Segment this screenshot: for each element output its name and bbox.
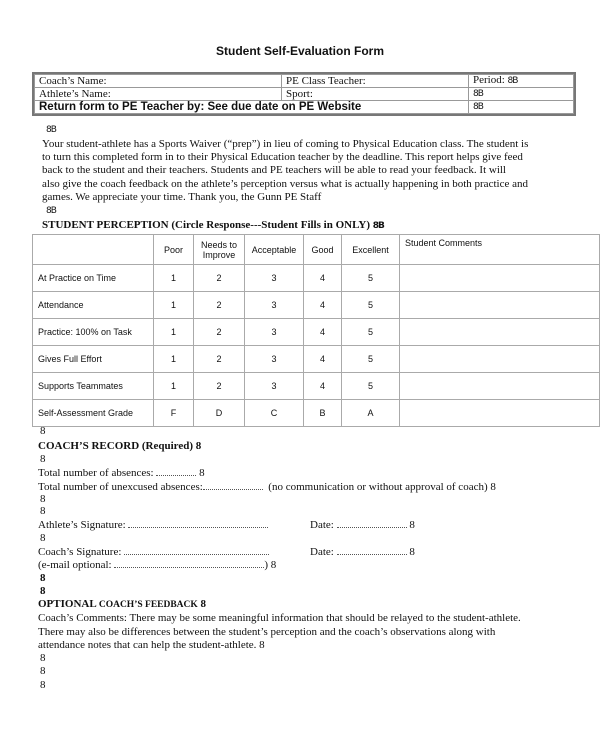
coach-record-heading: COACH’S RECORD (Required) 8 [38, 440, 202, 452]
intro-line: Your student-athlete has a Sports Waiver (“prep”) in lieu of coming to Physical Education class. The student is [42, 138, 529, 150]
comment-cell[interactable] [400, 346, 600, 373]
unexcused-input[interactable] [203, 480, 263, 490]
athlete-date-row: Date: 8 [310, 519, 415, 531]
return-note: Return form to PE Teacher by: See due date on PE Website [35, 101, 469, 114]
glyph-cell: 8B [469, 101, 574, 114]
rating-option[interactable]: 5 [342, 292, 400, 319]
rating-option[interactable]: 2 [194, 373, 245, 400]
rating-option[interactable]: 1 [154, 346, 194, 373]
coach-signature-input[interactable] [124, 545, 269, 555]
optional-heading: OPTIONAL COACH’S FEEDBACK 8 [38, 598, 207, 610]
mark: 8 [40, 425, 46, 437]
rating-option[interactable]: 5 [342, 346, 400, 373]
athlete-signature-row: Athlete’s Signature: [38, 518, 268, 531]
unexcused-row: Total number of unexcused absences: (no communication or without approval of coach) 8 [38, 481, 496, 493]
rating-option[interactable]: 1 [154, 319, 194, 346]
rating-option[interactable]: 2 [194, 346, 245, 373]
rating-option[interactable]: 2 [194, 265, 245, 292]
rating-option[interactable]: 4 [304, 319, 342, 346]
grid-header: Poor [154, 235, 194, 265]
grid-header: Acceptable [245, 235, 304, 265]
mark: 8 [40, 453, 46, 465]
table-row: Gives Full Effort 1 2 3 4 5 [33, 346, 600, 373]
optional-line: Coach’s Comments: There may be some meaningful information that should be relayed to the student-athlete. [38, 612, 521, 624]
glyph-mark: 8B [46, 125, 56, 135]
athlete-name-field[interactable]: Athlete’s Name: [35, 88, 282, 101]
intro-line: also give the coach feedback on the athlete’s perception versus what is actually happening in both practice and [42, 177, 528, 190]
athlete-signature-input[interactable] [128, 518, 268, 528]
absences-input[interactable] [156, 466, 196, 476]
rating-option[interactable]: 1 [154, 265, 194, 292]
info-box [32, 72, 576, 116]
intro-line: back to the student and their teachers. Students and PE teachers will be able to read your feedback. It will [42, 164, 506, 177]
rating-option[interactable]: 4 [304, 265, 342, 292]
grid-header: Good [304, 235, 342, 265]
grid-corner [33, 235, 154, 265]
form-title: Student Self-Evaluation Form [215, 44, 384, 58]
email-input[interactable] [114, 558, 264, 568]
table-row: Self-Assessment Grade F D C B A [33, 400, 600, 427]
athlete-date-input[interactable] [337, 518, 407, 528]
rating-option[interactable]: C [245, 400, 304, 427]
intro-line: games. We appreciate your time. Thank you, the Gunn PE Staff [42, 190, 322, 203]
rating-option[interactable]: 4 [304, 292, 342, 319]
rating-option[interactable]: 2 [194, 319, 245, 346]
email-row: (e-mail optional: ) 8 [38, 559, 277, 571]
comment-cell[interactable] [400, 319, 600, 346]
pe-teacher-field[interactable]: PE Class Teacher: [282, 75, 469, 88]
rating-option[interactable]: 5 [342, 319, 400, 346]
intro-line: to turn this completed form in to their Physical Education teacher by the deadline. This report helps give feed [42, 151, 523, 164]
rating-option[interactable]: 2 [194, 292, 245, 319]
comment-cell[interactable] [400, 265, 600, 292]
mark: 8 [40, 679, 46, 691]
grid-header: Excellent [342, 235, 400, 265]
table-row: Supports Teammates 1 2 3 4 5 [33, 373, 600, 400]
grid-header: Needs to Improve [194, 235, 245, 265]
comment-cell[interactable] [400, 292, 600, 319]
table-row: Attendance 1 2 3 4 5 [33, 292, 600, 319]
period-field[interactable]: Period: 8B [469, 75, 574, 88]
rating-option[interactable]: F [154, 400, 194, 427]
optional-line-last: attendance notes that can help the student-athlete. 8 [38, 639, 265, 651]
coach-date-input[interactable] [337, 545, 407, 555]
perception-heading: STUDENT PERCEPTION (Circle Response---Student Fills in ONLY) 8B [42, 219, 384, 231]
glyph-cell: 8B [469, 88, 574, 101]
rating-option[interactable]: 5 [342, 373, 400, 400]
mark: 8 [40, 652, 46, 664]
coach-date-row: Date: 8 [310, 546, 415, 558]
mark: 8 [40, 572, 46, 584]
table-row: At Practice on Time 1 2 3 4 5 [33, 265, 600, 292]
rating-option[interactable]: D [194, 400, 245, 427]
rating-option[interactable]: 3 [245, 373, 304, 400]
rating-option[interactable]: 4 [304, 346, 342, 373]
mark: 8 [40, 505, 46, 517]
table-row: Practice: 100% on Task 1 2 3 4 5 [33, 319, 600, 346]
mark: 8 [40, 532, 46, 544]
rating-option[interactable]: 1 [154, 373, 194, 400]
rating-option[interactable]: 3 [245, 346, 304, 373]
rating-option[interactable]: B [304, 400, 342, 427]
perception-grid [32, 234, 600, 427]
glyph-mark: 8B [46, 206, 56, 216]
comment-cell[interactable] [400, 400, 600, 427]
grid-header: Student Comments [400, 235, 600, 265]
rating-option[interactable]: 3 [245, 265, 304, 292]
rating-option[interactable]: 1 [154, 292, 194, 319]
intro-paragraph [42, 138, 600, 204]
rating-option[interactable]: 3 [245, 292, 304, 319]
coach-signature-row: Coach’s Signature: [38, 545, 269, 558]
coach-name-field[interactable]: Coach’s Name: [35, 75, 282, 88]
comment-cell[interactable] [400, 373, 600, 400]
optional-line: There may also be differences between the student’s perception and the coach’s observations along with [38, 626, 496, 638]
mark: 8 [40, 585, 46, 597]
mark: 8 [40, 665, 46, 677]
rating-option[interactable]: 3 [245, 319, 304, 346]
absences-row: Total number of absences: 8 [38, 467, 205, 479]
sport-field[interactable]: Sport: [282, 88, 469, 101]
rating-option[interactable]: A [342, 400, 400, 427]
mark: 8 [40, 493, 46, 505]
rating-option[interactable]: 4 [304, 373, 342, 400]
rating-option[interactable]: 5 [342, 265, 400, 292]
